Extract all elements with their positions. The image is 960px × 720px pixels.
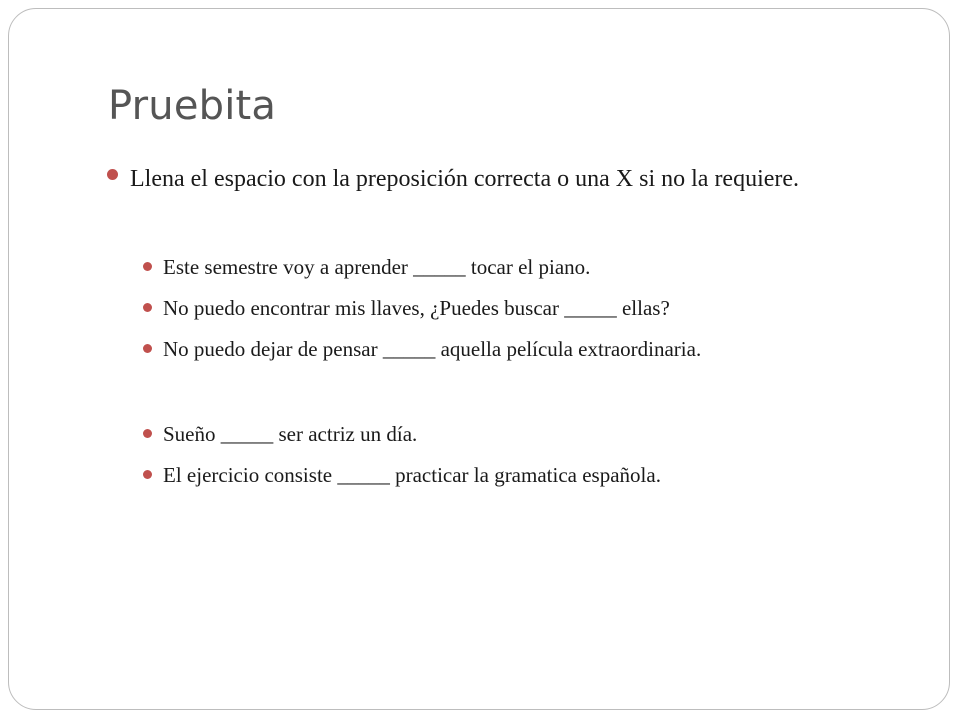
bullet-dot [143,303,152,312]
exercise-item-5: El ejercicio consiste _____ practicar la gramatica española. [163,463,661,487]
exercise-item-2: No puedo encontrar mis llaves, ¿Puedes buscar _____ ellas? [163,296,670,320]
bullet-dot [143,429,152,438]
main-instruction: Llena el espacio con la preposición correcta o una X si no la requiere. [130,166,800,192]
exercise-item-1: Este semestre voy a aprender _____ tocar el piano. [163,255,591,279]
slide-title: Pruebita [108,83,277,129]
exercise-item-4: Sueño _____ ser actriz un día. [163,422,418,446]
exercise-item-3: No puedo dejar de pensar _____ aquella película extraordinaria. [163,337,702,361]
bullet-dot [143,262,152,271]
bullet-dot [107,169,118,180]
bullet-dot [143,470,152,479]
bullet-dot [143,344,152,353]
